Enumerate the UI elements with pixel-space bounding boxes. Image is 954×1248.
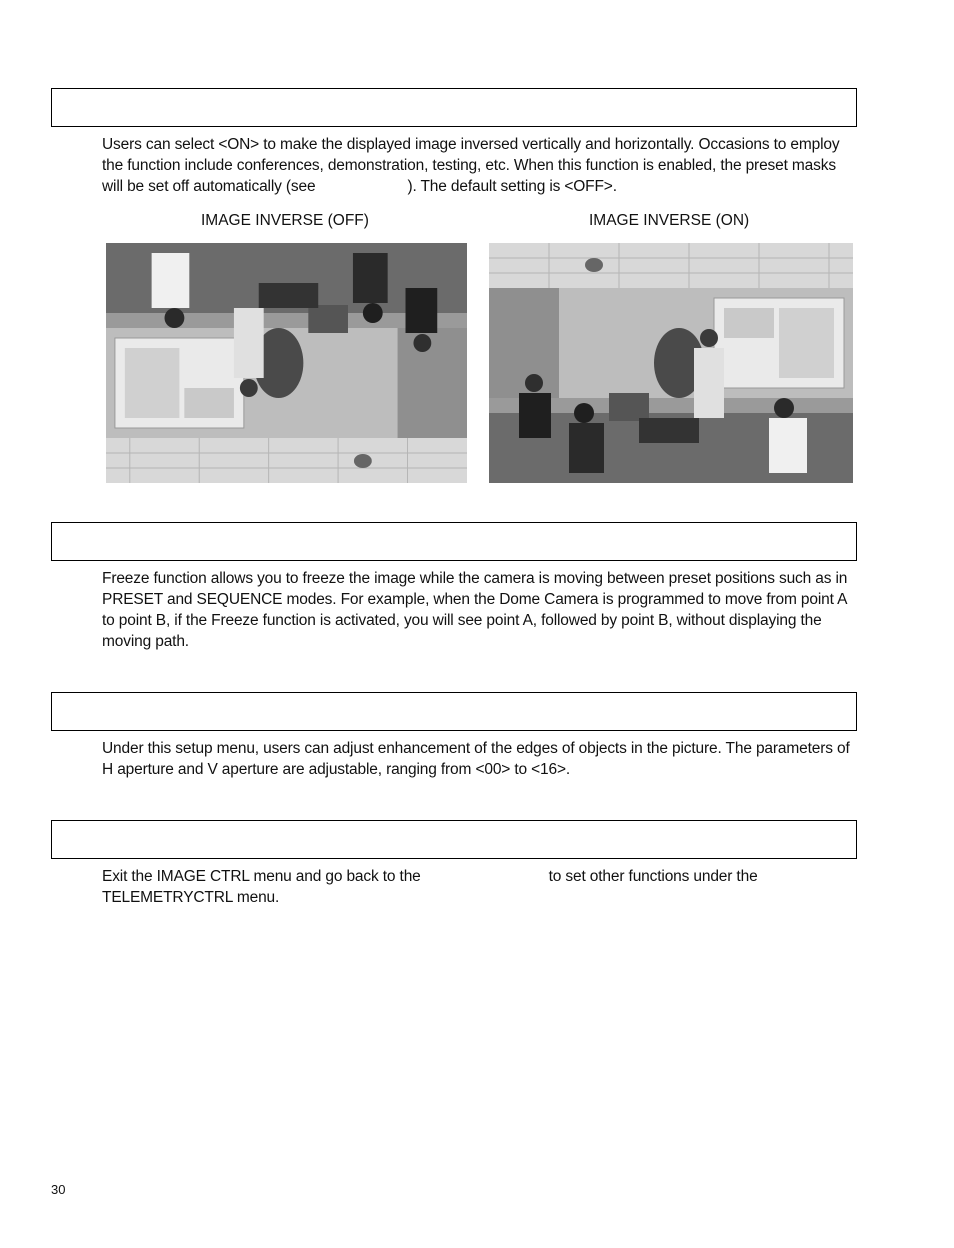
caption-image-inverse-on: IMAGE INVERSE (ON) bbox=[589, 212, 750, 229]
section-heading-box-aperture bbox=[51, 692, 857, 731]
text-line: H aperture and V aperture are adjustable, ranging from <00> to <16>. bbox=[102, 761, 571, 778]
text-line-with-reference bbox=[102, 866, 852, 887]
aperture-description bbox=[102, 738, 852, 780]
conference-photo-normal-illustration bbox=[489, 243, 853, 483]
page-number: 30 bbox=[51, 1182, 66, 1197]
text-line: PRESET and SEQUENCE modes. For example, when the Dome Camera is programmed to move from point A bbox=[102, 591, 848, 608]
text-fragment: will be set off automatically (see bbox=[102, 178, 316, 195]
exit-description bbox=[102, 866, 852, 908]
section-heading-box-image-inverse bbox=[51, 88, 857, 127]
text-line: moving path. bbox=[102, 633, 189, 650]
text-line: Under this setup menu, users can adjust enhancement of the edges of objects in the picture. The parameters of bbox=[102, 740, 850, 757]
text-line: to point B, if the Freeze function is activated, you will see point A, followed by point B, without displaying the bbox=[102, 612, 822, 629]
conference-photo-inverted-illustration bbox=[106, 243, 467, 483]
text-line: Users can select <ON> to make the displayed image inversed vertically and horizontally. Occasions to employ bbox=[102, 136, 840, 153]
photo-conference-normal bbox=[489, 243, 853, 483]
section-heading-box-freeze bbox=[51, 522, 857, 561]
text-fragment: Exit the IMAGE CTRL menu and go back to the bbox=[102, 868, 421, 885]
photo-conference-inverted bbox=[106, 243, 467, 483]
section-heading-box-exit bbox=[51, 820, 857, 859]
text-line: Freeze function allows you to freeze the image while the camera is moving between preset positions such as in bbox=[102, 570, 848, 587]
text-line: TELEMETRYCTRL menu. bbox=[102, 889, 280, 906]
text-line-with-reference bbox=[102, 176, 852, 197]
text-fragment: ). The default setting is <OFF>. bbox=[407, 178, 617, 195]
freeze-description bbox=[102, 568, 852, 652]
text-fragment: to set other functions under the bbox=[548, 868, 758, 885]
text-line: the function include conferences, demonstration, testing, etc. When this function is enabled, the preset masks bbox=[102, 157, 836, 174]
caption-image-inverse-off: IMAGE INVERSE (OFF) bbox=[201, 212, 369, 229]
image-inverse-description bbox=[102, 134, 852, 197]
